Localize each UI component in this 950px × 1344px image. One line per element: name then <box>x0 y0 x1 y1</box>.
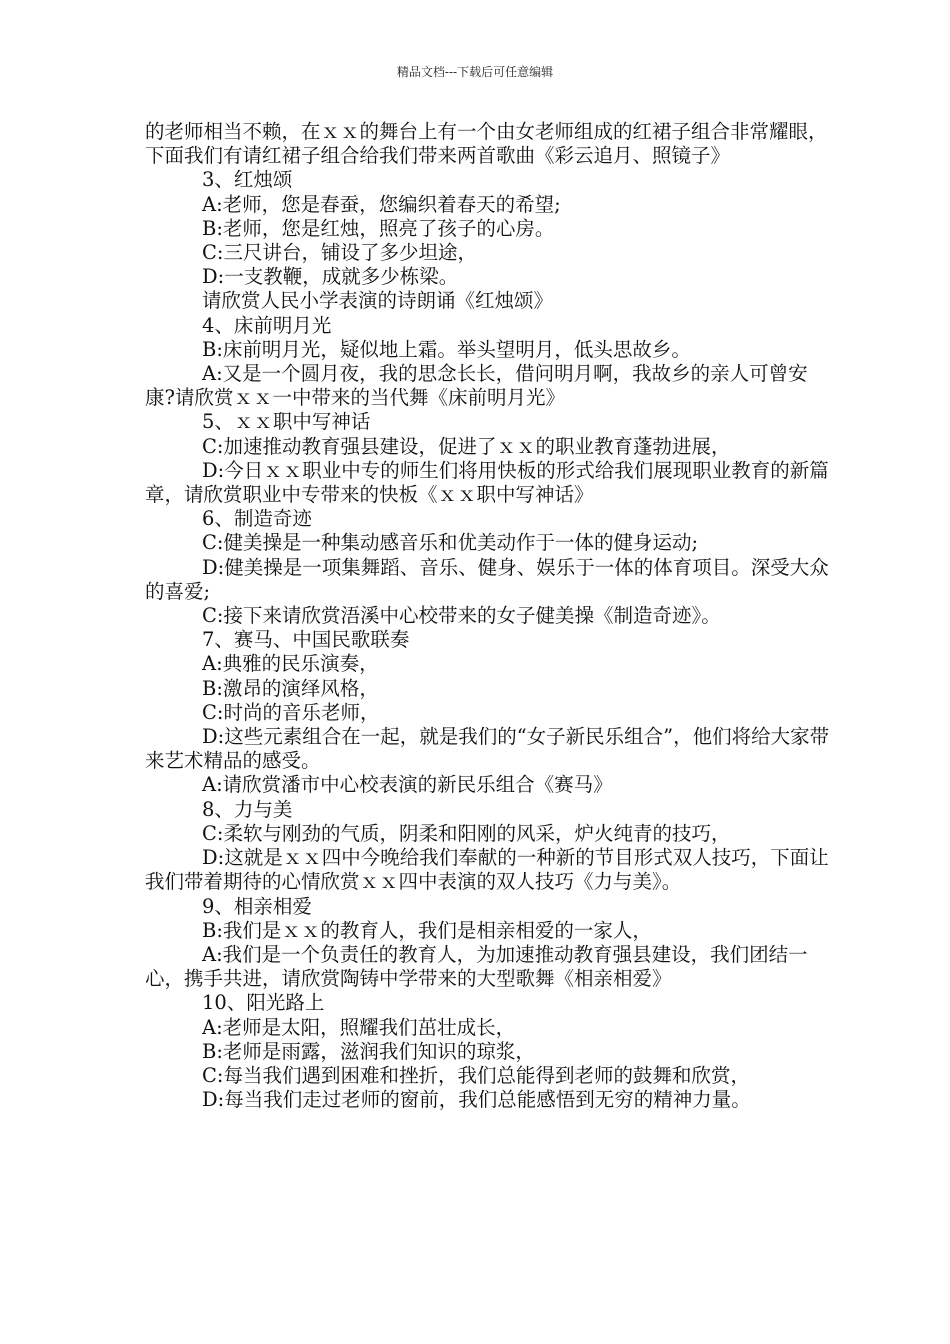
paragraph: D:这就是ｘｘ四中今晚给我们奉献的一种新的节目形式双人技巧，下面让我们带着期待的心情欣赏ｘｘ四中表演的双人技巧《力与美》。 <box>145 846 829 894</box>
paragraph: C:时尚的音乐老师， <box>202 700 380 724</box>
paragraph: A:老师是太阳，照耀我们茁壮成长， <box>202 1015 516 1039</box>
paragraph: C:三尺讲台，铺设了多少坦途， <box>202 241 477 265</box>
paragraph: D:每当我们走过老师的窗前，我们总能感悟到无穷的精神力量。 <box>202 1088 751 1112</box>
paragraph: A:请欣赏潘市中心校表演的新民乐组合《赛马》 <box>202 773 613 797</box>
paragraph: B:老师是雨露，滋润我们知识的琼浆， <box>202 1039 535 1063</box>
paragraph: C:加速推动教育强县建设，促进了ｘｘ的职业教育蓬勃进展， <box>202 434 731 458</box>
paragraph: B:我们是ｘｘ的教育人，我们是相亲相爱的一家人， <box>202 918 652 942</box>
paragraph: D:健美操是一项集舞蹈、音乐、健身、娱乐于一体的体育项目。深受大众的喜爱; <box>145 555 829 603</box>
paragraph: 的老师相当不赖，在ｘｘ的舞台上有一个由女老师组成的红裙子组合非常耀眼，下面我们有请红裙子组合给我们带来两首歌曲《彩云追月、照镜子》 <box>145 120 828 168</box>
section-heading: 9、相亲相爱 <box>202 894 312 918</box>
paragraph: B:激昂的演绎风格， <box>202 676 379 700</box>
paragraph: C:每当我们遇到困难和挫折，我们总能得到老师的鼓舞和欣赏， <box>202 1063 750 1087</box>
paragraph: A:典雅的民乐演奏， <box>202 652 379 676</box>
paragraph: A:我们是一个负责任的教育人，为加速推动教育强县建设，我们团结一心，携手共进，请欣赏陶铸中学带来的大型歌舞《相亲相爱》 <box>145 942 808 991</box>
section-heading: 6、制造奇迹 <box>202 507 312 531</box>
paragraph: C:柔软与刚劲的气质，阴柔和阳刚的风采，炉火纯青的技巧， <box>202 821 731 845</box>
paragraph: A:老师，您是春蚕，您编织着春天的希望; <box>202 192 561 216</box>
paragraph: B:老师，您是红烛，照亮了孩子的心房。 <box>202 216 555 240</box>
paragraph: D:这些元素组合在一起，就是我们的“女子新民乐组合”，他们将给大家带来艺术精品的感受。 <box>145 725 830 773</box>
document-body <box>145 120 835 1112</box>
paragraph: D:一支教鞭，成就多少栋梁。 <box>202 265 459 289</box>
paragraph: D:今日ｘｘ职业中专的师生们将用快板的形式给我们展现职业教育的新篇章，请欣赏职业中专带来的快板《ｘｘ职中写神话》 <box>145 458 829 507</box>
section-heading: 4、床前明月光 <box>202 313 332 337</box>
section-heading: 5、ｘｘ职中写神话 <box>202 410 371 434</box>
paragraph: B:床前明月光，疑似地上霜。举头望明月，低头思故乡。 <box>202 337 691 361</box>
paragraph: A:又是一个圆月夜，我的思念长长，借问明月啊，我故乡的亲人可曾安康?请欣赏ｘｘ一中带来的当代舞《床前明月光》 <box>145 362 808 410</box>
section-heading: 3、红烛颂 <box>202 168 293 192</box>
section-heading: 7、赛马、中国民歌联奏 <box>202 628 410 652</box>
section-heading: 10、阳光路上 <box>202 991 325 1015</box>
section-heading: 8、力与美 <box>202 797 293 821</box>
page-header: 精品文档---下载后可任意编辑 <box>396 65 554 79</box>
paragraph: 请欣赏人民小学表演的诗朗诵《红烛颂》 <box>202 289 554 313</box>
paragraph: C:接下来请欣赏浯溪中心校带来的女子健美操《制造奇迹》。 <box>202 604 721 628</box>
paragraph: C:健美操是一种集动感音乐和优美动作于一体的健身运动; <box>202 531 699 555</box>
